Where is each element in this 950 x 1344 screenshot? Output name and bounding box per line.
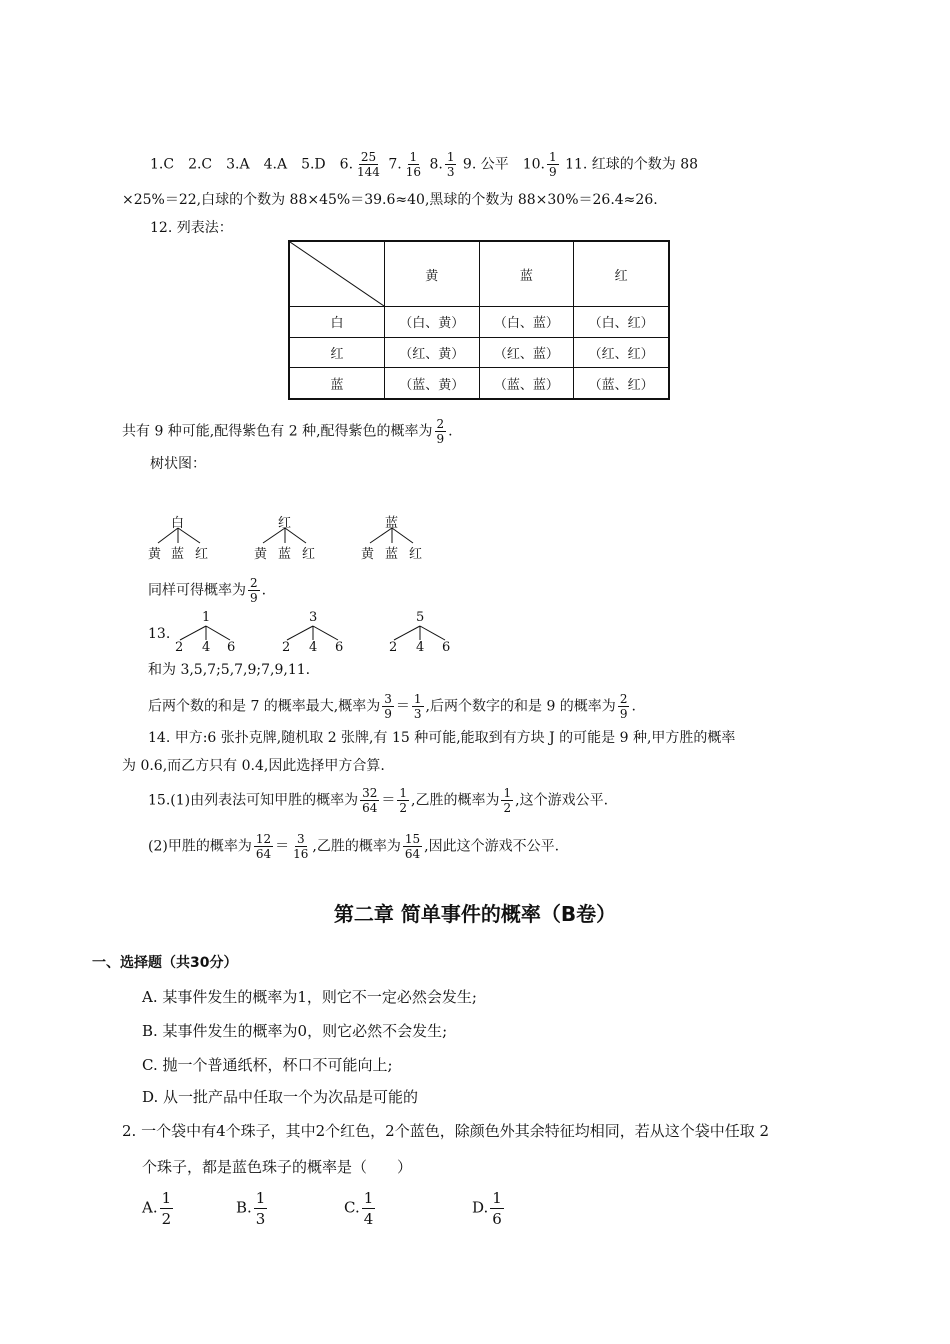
fraction: $\frac{1}{3}$ — [255, 1189, 266, 1228]
q2-option-c: C. $\frac{1}{4}$ — [344, 1189, 374, 1228]
tree-leaf: 红 — [409, 547, 423, 562]
probability-table — [288, 240, 670, 400]
tree-root: 3 — [309, 610, 318, 625]
answer-line-12: 15.(1)由列表法可知甲胜的概率为 $\frac{32}{64}$ ＝ $\frac{1}{2}$ ,乙胜的概率为 $\frac{1}{2}$ ,这个游戏公平. — [148, 786, 609, 815]
table-row — [289, 307, 669, 338]
q2-option-a: A. $\frac{1}{2}$ — [142, 1189, 172, 1228]
fraction: $\frac{32}{64}$ — [362, 786, 378, 815]
fraction: $\frac{3}{16}$ — [293, 832, 309, 861]
tree-leaf: 2 — [282, 640, 291, 655]
table-row — [289, 368, 669, 399]
answer-line-9: 后两个数的和是 7 的概率最大,概率为 $\frac{3}{9}$ ＝ $\frac{1}{3}$ ,后两个数字的和是 9 的概率为 $\frac{2}{9}$ . — [148, 692, 636, 721]
answer-line-4: 共有 9 种可能,配得紫色有 2 种,配得紫色的概率为 $\frac{2}{9}$ . — [122, 417, 453, 446]
table-col-header: 红 — [574, 241, 669, 307]
tree-leaf: 4 — [416, 640, 425, 655]
tree-leaf: 蓝 — [171, 547, 185, 562]
chapter-title: 第二章 简单事件的概率（B卷） — [333, 902, 617, 926]
table-corner-diagonal — [289, 241, 385, 307]
fraction: $\frac{15}{64}$ — [404, 832, 421, 861]
table-col-header: 蓝 — [479, 241, 574, 307]
table-cell: （白、红） — [574, 307, 669, 338]
q1-option-b: B. 某事件发生的概率为0，则它必然不会发生; — [142, 1022, 448, 1040]
tree-leaf: 4 — [202, 640, 211, 655]
q1-option-d: D. 从一批产品中任取一个为次品是可能的 — [142, 1088, 419, 1106]
tree-leaf: 红 — [195, 547, 209, 562]
tree-diagram-numbers — [170, 610, 470, 658]
tree-leaf: 蓝 — [278, 547, 292, 562]
answer-line-3: 12. 列表法： — [150, 220, 233, 236]
table-col-header: 黄 — [385, 241, 480, 307]
answer-line-10: 14. 甲方:6 张扑克牌,随机取 2 张牌,有 15 种可能,能取到有方块 J 的可能是 9 种,甲方胜的概率 — [148, 730, 736, 746]
tree-leaf: 4 — [309, 640, 318, 655]
q2-stem-line-2: 个珠子，都是蓝色珠子的概率是（ ） — [142, 1158, 413, 1176]
fraction: $\frac{1}{16}$ — [405, 150, 422, 179]
tree-root: 红 — [278, 516, 292, 531]
section-heading: 一、选择题（共30分） — [92, 955, 238, 971]
q2-stem-line-1: 2. 一个袋中有4个珠子，其中2个红色，2个蓝色，除颜色外其余特征均相同，若从这个袋中任取 2 — [122, 1122, 770, 1140]
q1-option-c: C. 抛一个普通纸杯，杯口不可能向上; — [142, 1056, 393, 1074]
table-row-header: 红 — [289, 337, 385, 368]
fraction: $\frac{12}{64}$ — [255, 832, 272, 861]
table-cell: （白、蓝） — [479, 307, 574, 338]
fraction: $\frac{25}{144}$ — [357, 150, 380, 179]
answer-line-6: 同样可得概率为 $\frac{2}{9}$ . — [148, 576, 267, 605]
fraction: $\frac{1}{2}$ — [503, 786, 512, 815]
fraction: $\frac{1}{6}$ — [492, 1189, 502, 1228]
table-cell: （蓝、黄） — [385, 368, 480, 399]
q2-option-d: D. $\frac{1}{6}$ — [472, 1189, 502, 1228]
tree-leaf: 2 — [389, 640, 398, 655]
q1-option-a: A. 某事件发生的概率为1，则它不一定必然会发生; — [142, 988, 477, 1006]
table-cell: （红、蓝） — [479, 337, 574, 368]
tree-leaf: 6 — [335, 640, 344, 655]
tree-root: 蓝 — [385, 516, 399, 531]
tree-root: 5 — [416, 610, 425, 625]
fraction: $\frac{2}{9}$ — [436, 417, 445, 446]
tree-root: 白 — [171, 516, 185, 531]
answer-line-8: 和为 3,5,7;5,7,9;7,9,11. — [148, 662, 311, 678]
table-cell: （蓝、蓝） — [479, 368, 574, 399]
tree-leaf: 黄 — [361, 547, 375, 562]
tree-leaf: 蓝 — [385, 547, 399, 562]
table-cell: （蓝、红） — [574, 368, 669, 399]
answer-line-13: (2)甲胜的概率为 $\frac{12}{64}$ ＝ $\frac{3}{16}$ ,乙胜的概率为 $\frac{15}{64}$ ,因此这个游戏不公平. — [148, 832, 560, 861]
tree-leaf: 6 — [442, 640, 451, 655]
tree-leaf: 红 — [302, 547, 316, 562]
fraction: $\frac{1}{9}$ — [549, 150, 557, 179]
answer-line-7: 13. — [148, 626, 171, 642]
answer-line-1: 1.C 2.C 3.A 4.A 5.D 6. $\frac{25}{144}$ 7. $\frac{1}{16}$ 8. $\frac{1}{3}$ 9. 公平 10. $\frac{1}{9}$ 11. 红球的个数为 88 — [150, 150, 699, 179]
answer-line-11: 为 0.6,而乙方只有 0.4,因此选择甲方合算. — [122, 758, 385, 774]
fraction: $\frac{1}{3}$ — [446, 150, 455, 179]
fraction: $\frac{1}{2}$ — [399, 786, 408, 815]
tree-leaf: 黄 — [148, 547, 162, 562]
fraction: $\frac{1}{3}$ — [413, 692, 422, 721]
fraction: $\frac{1}{4}$ — [363, 1189, 374, 1228]
tree-branches — [180, 626, 445, 640]
q2-option-b: B. $\frac{1}{3}$ — [236, 1189, 266, 1228]
table-row-header: 白 — [289, 307, 385, 338]
fraction: $\frac{1}{2}$ — [161, 1189, 172, 1228]
answer-line-5: 树状图： — [150, 456, 206, 472]
fraction: $\frac{3}{9}$ — [384, 692, 392, 721]
fraction: $\frac{2}{9}$ — [250, 576, 258, 605]
tree-diagram-colors — [140, 510, 440, 560]
table-row-header: 蓝 — [289, 368, 385, 399]
tree-leaf: 黄 — [254, 547, 268, 562]
table-row — [289, 337, 669, 368]
tree-leaf: 6 — [227, 640, 236, 655]
answer-line-2: ×25%＝22,白球的个数为 88×45%＝39.6≈40,黑球的个数为 88×30%＝26.4≈26. — [122, 192, 658, 208]
table-cell: （红、红） — [574, 337, 669, 368]
table-cell: （白、黄） — [385, 307, 480, 338]
tree-leaf: 2 — [175, 640, 184, 655]
tree-root: 1 — [202, 610, 211, 625]
table-cell: （红、黄） — [385, 337, 480, 368]
fraction: $\frac{2}{9}$ — [619, 692, 628, 721]
